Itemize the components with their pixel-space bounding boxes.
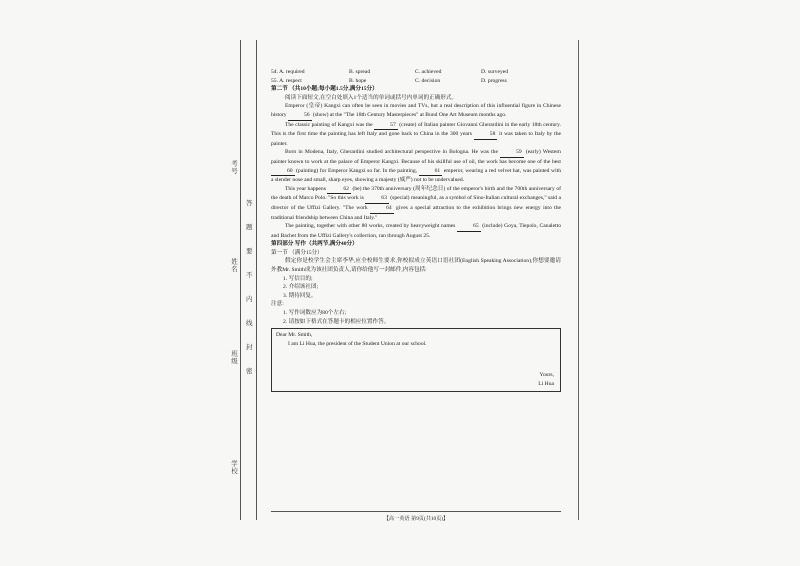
section-instruction: 阅读下面短文,在空白处填入1个适当的单词或括号内单词的正确形式。 xyxy=(285,94,458,101)
binding-line-inner xyxy=(256,40,257,520)
prompt-item: 3. 期待回复。 xyxy=(283,292,317,299)
question-54-options xyxy=(271,68,561,77)
prompt-item: 2. 介绍该社团; xyxy=(283,284,319,291)
letter-closing: Yours, xyxy=(539,371,554,378)
seal-char: 封 xyxy=(246,344,253,351)
exam-content xyxy=(271,68,561,392)
option-d: D. surveyed xyxy=(481,69,509,75)
prompt-item: 1. 写信目的; xyxy=(283,275,313,282)
answer-blank[interactable]: 65 xyxy=(457,222,481,232)
note-title: 注意: xyxy=(271,301,284,308)
letter-greeting: Dear Mr. Smith, xyxy=(276,332,313,339)
option-c: C. decision xyxy=(415,77,441,84)
passage-paragraph-4: This year happens 62 (be) the 370th anniversary (周年纪念日) of the emperor's birth and the 700th anniversary of the death of Marco Polo. "So this work is 63 (special) meaningful, as a symbol of Sino-Italian cultural exchanges," said a director of the Uffizi Gallery. "The work 64 gives a special attraction to the exhibition brings new energy into the traditional friendship between China and Italy." xyxy=(271,185,561,221)
answer-blank[interactable]: 63 xyxy=(365,194,389,204)
seal-char: 密 xyxy=(246,368,253,375)
binding-line-outer xyxy=(240,40,241,520)
answer-blank[interactable]: 57 xyxy=(374,121,398,131)
note-item: 2. 请按如下格式在答题卡的相应位置作答。 xyxy=(283,318,390,325)
letter-signature: Li Hua xyxy=(538,380,554,387)
seal-char: 线 xyxy=(246,320,253,327)
label-name: 姓名 xyxy=(230,258,237,273)
writing-prompt: 假定你是校学生会主席李华,应全校师生要求,你校拟成立英语口语社团(English Speaking Association),你想要邀请外教Mr. Smith成为该社团负责人,请你给他写一封邮件,内容包括: xyxy=(271,258,561,274)
option-a: 55. A. respect xyxy=(271,77,302,84)
answer-blank[interactable]: 59 xyxy=(500,148,524,158)
part4-heading: 第四部分 写作（共两节,满分40分） xyxy=(271,241,358,248)
answer-blank[interactable]: 64 xyxy=(370,204,394,214)
answer-blank[interactable]: 62 xyxy=(327,185,351,195)
note-item: 1. 写作词数应为80个左右; xyxy=(283,310,347,317)
page-footer: 【高一英语 第9页(共10页)】 xyxy=(271,511,561,522)
passage-paragraph-2: The classic painting of Kangxi was the 57 (create) of Italian painter Giovanni Gherardini in the early 18th century. This is the first time the painting has left Italy and gone back to China in the 300 years 58 it was taken to Italy by the painter. xyxy=(271,121,561,147)
part4-section1-heading: 第一节 （满分15分） xyxy=(271,249,323,256)
option-c: C. achieved xyxy=(415,69,442,75)
answer-blank[interactable]: 61 xyxy=(419,167,443,177)
section-heading: 第二节 （共10小题;每小题1.5分,满分15分） xyxy=(271,86,378,93)
answer-blank[interactable]: 58 xyxy=(474,130,498,140)
seal-char: 内 xyxy=(246,296,253,303)
label-school: 学校 xyxy=(230,460,237,475)
option-b: B. hope xyxy=(349,77,367,84)
letter-template[interactable] xyxy=(271,328,561,392)
passage-paragraph-5: The painting, together with other 80 works, created by heavyweight names 65 (include) Goya, Tiepolo, Canaletto and Bachet from the Uffizi Gallery's collection, ran through August 25. xyxy=(271,223,561,239)
answer-blank[interactable]: 56 xyxy=(288,111,312,121)
seal-char: 题 xyxy=(246,224,253,231)
answer-blank[interactable]: 60 xyxy=(271,167,295,177)
option-a: 54. A. required xyxy=(271,69,305,75)
page-right-border xyxy=(578,40,579,520)
seal-char: 要 xyxy=(246,248,253,255)
letter-opening: I am Li Hua, the president of the Student Union at our school. xyxy=(288,340,427,347)
seal-char: 不 xyxy=(246,272,253,279)
seal-char: 答 xyxy=(246,200,253,207)
option-d: D. progress xyxy=(481,77,507,84)
passage-paragraph-1: Emperor (皇帝) Kangxi can often be seen in movies and TVs, but a real description of this influential figure in Chinese history 56 (show) at the "The 18th Century Masterpieces" at Bund One Art Museum months ago. xyxy=(271,102,561,120)
label-class: 班级 xyxy=(230,350,237,365)
question-55-options xyxy=(271,77,561,86)
option-b: B. spread xyxy=(349,69,371,75)
passage-paragraph-3: Born in Modena, Italy, Gherardini studied architectural perspective in Bologna. He was the 59 (early) Western painter known to work at the palace of Emperor Kangxi. Because of his skillful use of oil, the work has become one of the best 60 (painting) for Emperor Kangxi so far. In the painting, 61 emperor, wearing a red velvet hat, was painted with a slender nose and small, sharp eyes, showing a majesty (威严) not to be undervalued. xyxy=(271,149,561,184)
label-exam-number: 考号 xyxy=(230,160,237,175)
